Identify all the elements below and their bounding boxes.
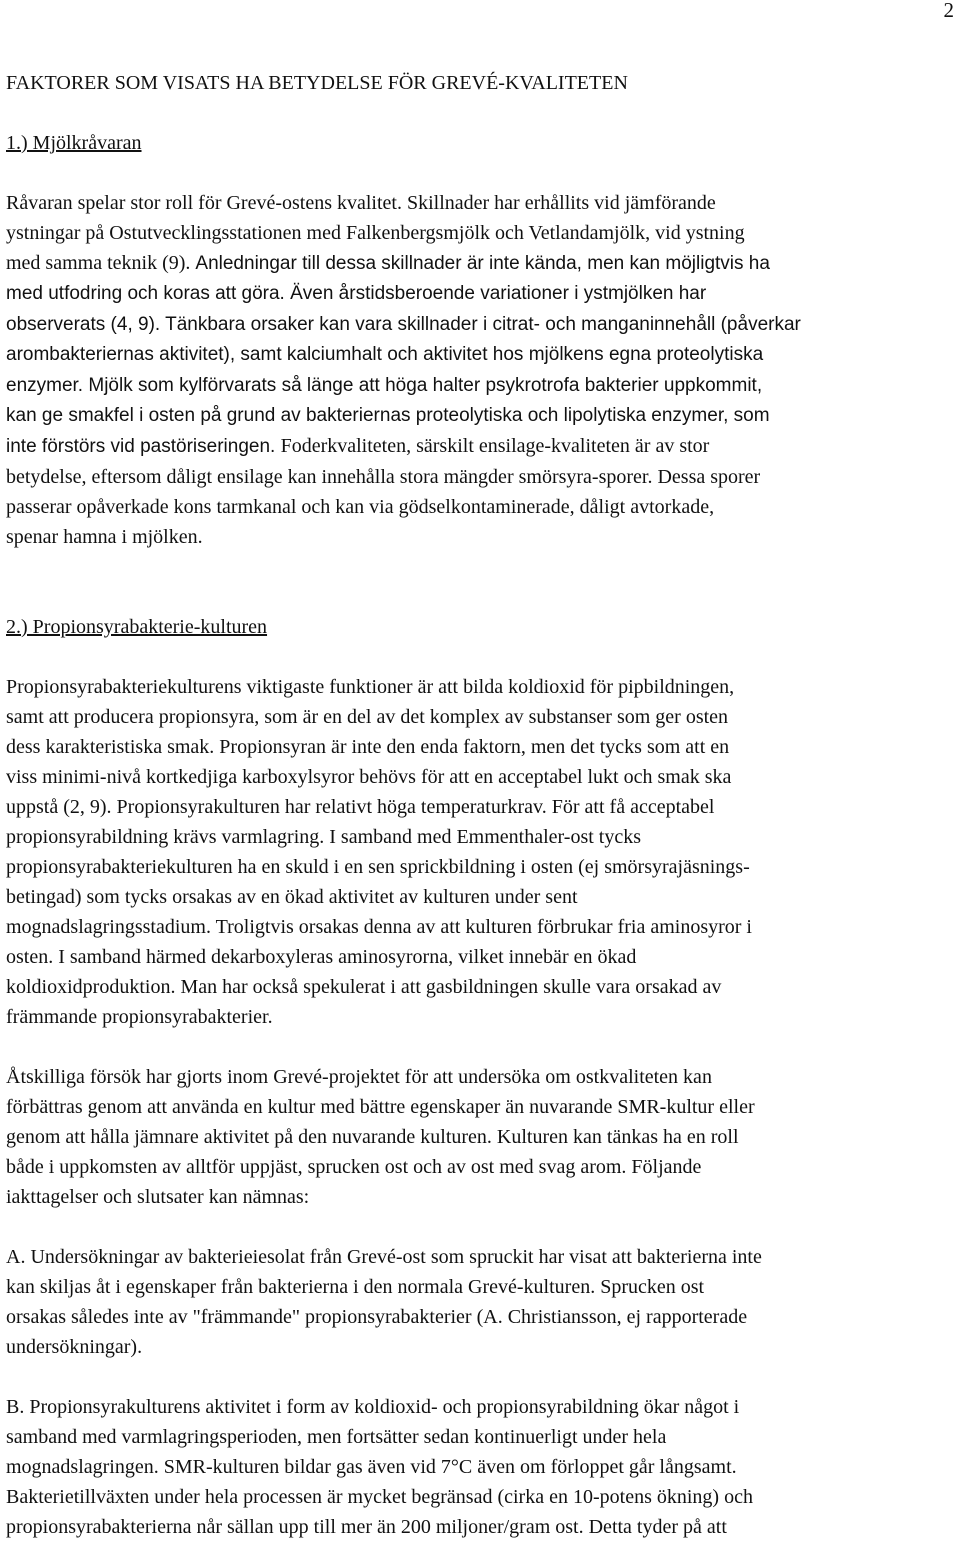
text-line: propionsyrabakterierna når sällan upp till mer än 200 miljoner/gram ost. Detta tyder på att [6, 1516, 727, 1538]
text-line: förbättras genom att använda en kultur med bättre egenskaper än nuvarande SMR-kultur eller [6, 1096, 755, 1118]
text-line: betingad) som tycks orsakas av en ökad aktivitet av kulturen under sent [6, 886, 578, 908]
text-line: orsakas således inte av "främmande" propionsyrabakterier (A. Christiansson, ej rapporterade [6, 1306, 748, 1328]
text-line: genom att hålla jämnare aktivitet på den nuvarande kulturen. Kulturen kan tänkas ha en roll [6, 1126, 739, 1148]
text-line: både i uppkomsten av alltför uppjäst, sprucken ost och av ost med svag arom. Följande [6, 1156, 702, 1178]
text-line: spenar hamna i mjölken. [6, 526, 203, 548]
document-body [6, 68, 956, 1542]
text-line: enzymer. Mjölk som kylförvarats så länge att höga halter psykrotrofa bakterier uppkommit, [6, 375, 763, 396]
text-line: med utfodring och koras att göra. Även årstidsberoende variationer i ystmjölken har [6, 283, 707, 304]
section-title-mjolkravaran: 1.) Mjölkråvaran [6, 132, 142, 154]
text-line: samt att producera propionsyra, som är en del av det komplex av substanser som ger osten [6, 706, 729, 728]
text-line: propionsyrabildning krävs varmlagring. I samband med Emmenthaler-ost tycks [6, 826, 642, 848]
text-line: A. Undersökningar av bakterieiesolat från Grevé-ost som spruckit har visat att bakterierna inte [6, 1246, 762, 1268]
text-line: kan ge smakfel i osten på grund av bakteriernas proteolytiska och lipolytiska enzymer, som [6, 405, 770, 426]
text-line: osten. I samband härmed dekarboxyleras aminosyrorna, vilket innebär en ökad [6, 946, 637, 968]
text-line: iakttagelser och slutsater kan nämnas: [6, 1186, 310, 1208]
text-line: inte förstörs vid pastöriseringen. Foderkvaliteten, särskilt ensilage-kvaliteten är av stor [6, 435, 710, 457]
text-line: passerar opåverkade kons tarmkanal och kan via gödselkontaminerade, dåligt avtorkade, [6, 496, 715, 518]
text-line: kan skiljas åt i egenskaper från bakterierna i den normala Grevé-kulturen. Sprucken ost [6, 1276, 705, 1298]
paragraph-propionsyra-1 [6, 672, 956, 1032]
text-line: Åtskilliga försök har gjorts inom Grevé-projektet för att undersöka om ostkvaliteten kan [6, 1066, 712, 1088]
text-line: dess karakteristiska smak. Propionsyran är inte den enda faktorn, men det tycks som att en [6, 736, 730, 758]
text-line: viss minimi-nivå kortkedjiga karboxylsyror behövs för att en acceptabel lukt och smak ska [6, 766, 732, 788]
text-line: med samma teknik (9). Anledningar till dessa skillnader är inte kända, men kan möjligtvis ha [6, 252, 770, 274]
page-number: 2 [943, 0, 954, 22]
paragraph-mjolkravaran [6, 188, 956, 552]
paragraph-observation-a [6, 1242, 956, 1362]
text-line: koldioxidproduktion. Man har också spekulerat i att gasbildningen skulle vara orsakad av [6, 976, 722, 998]
text-line: mognadslagringsstadium. Troligtvis orsakas denna av att kulturen förbrukar fria aminosyror i [6, 916, 752, 938]
text-line: observerats (4, 9). Tänkbara orsaker kan vara skillnader i citrat- och manganinnehåll (påverkar [6, 314, 801, 335]
section-title-propionsyrabakterie: 2.) Propionsyrabakterie-kulturen [6, 616, 268, 638]
text-line: arombakteriernas aktivitet), samt kalciumhalt och aktivitet hos mjölkens egna proteolytiska [6, 344, 764, 365]
text-line: B. Propionsyrakulturens aktivitet i form av koldioxid- och propionsyrabildning ökar något i [6, 1396, 740, 1418]
text-line: betydelse, eftersom dåligt ensilage kan innehålla stora mängder smörsyra-sporer. Dessa sporer [6, 466, 761, 488]
paragraph-propionsyra-2 [6, 1062, 956, 1212]
text-line: uppstå (2, 9). Propionsyrakulturen har relativt höga temperaturkrav. För att få acceptabel [6, 796, 715, 818]
text-line: undersökningar). [6, 1336, 143, 1358]
text-line: Bakterietillväxten under hela processen är mycket begränsad (cirka en 10-potens ökning) och [6, 1486, 753, 1508]
page-heading: FAKTORER SOM VISATS HA BETYDELSE FÖR GREVÉ-KVALITETEN [6, 72, 628, 94]
text-line: mognadslagringen. SMR-kulturen bildar gas även vid 7°C även om förloppet går långsamt. [6, 1456, 737, 1478]
paragraph-observation-b [6, 1392, 956, 1542]
text-line: Propionsyrabakteriekulturens viktigaste funktioner är att bilda koldioxid för pipbildningen, [6, 676, 735, 698]
text-line: propionsyrabakteriekulturen ha en skuld i en sen sprickbildning i osten (ej smörsyrajäsnings- [6, 856, 750, 878]
text-line: ystningar på Ostutvecklingsstationen med Falkenbergsmjölk och Vetlandamjölk, vid ystning [6, 222, 745, 244]
text-line: Råvaran spelar stor roll för Grevé-ostens kvalitet. Skillnader har erhållits vid jämförande [6, 192, 716, 214]
text-line: främmande propionsyrabakterier. [6, 1006, 273, 1028]
text-line: samband med varmlagringsperioden, men fortsätter sedan kontinuerligt under hela [6, 1426, 667, 1448]
